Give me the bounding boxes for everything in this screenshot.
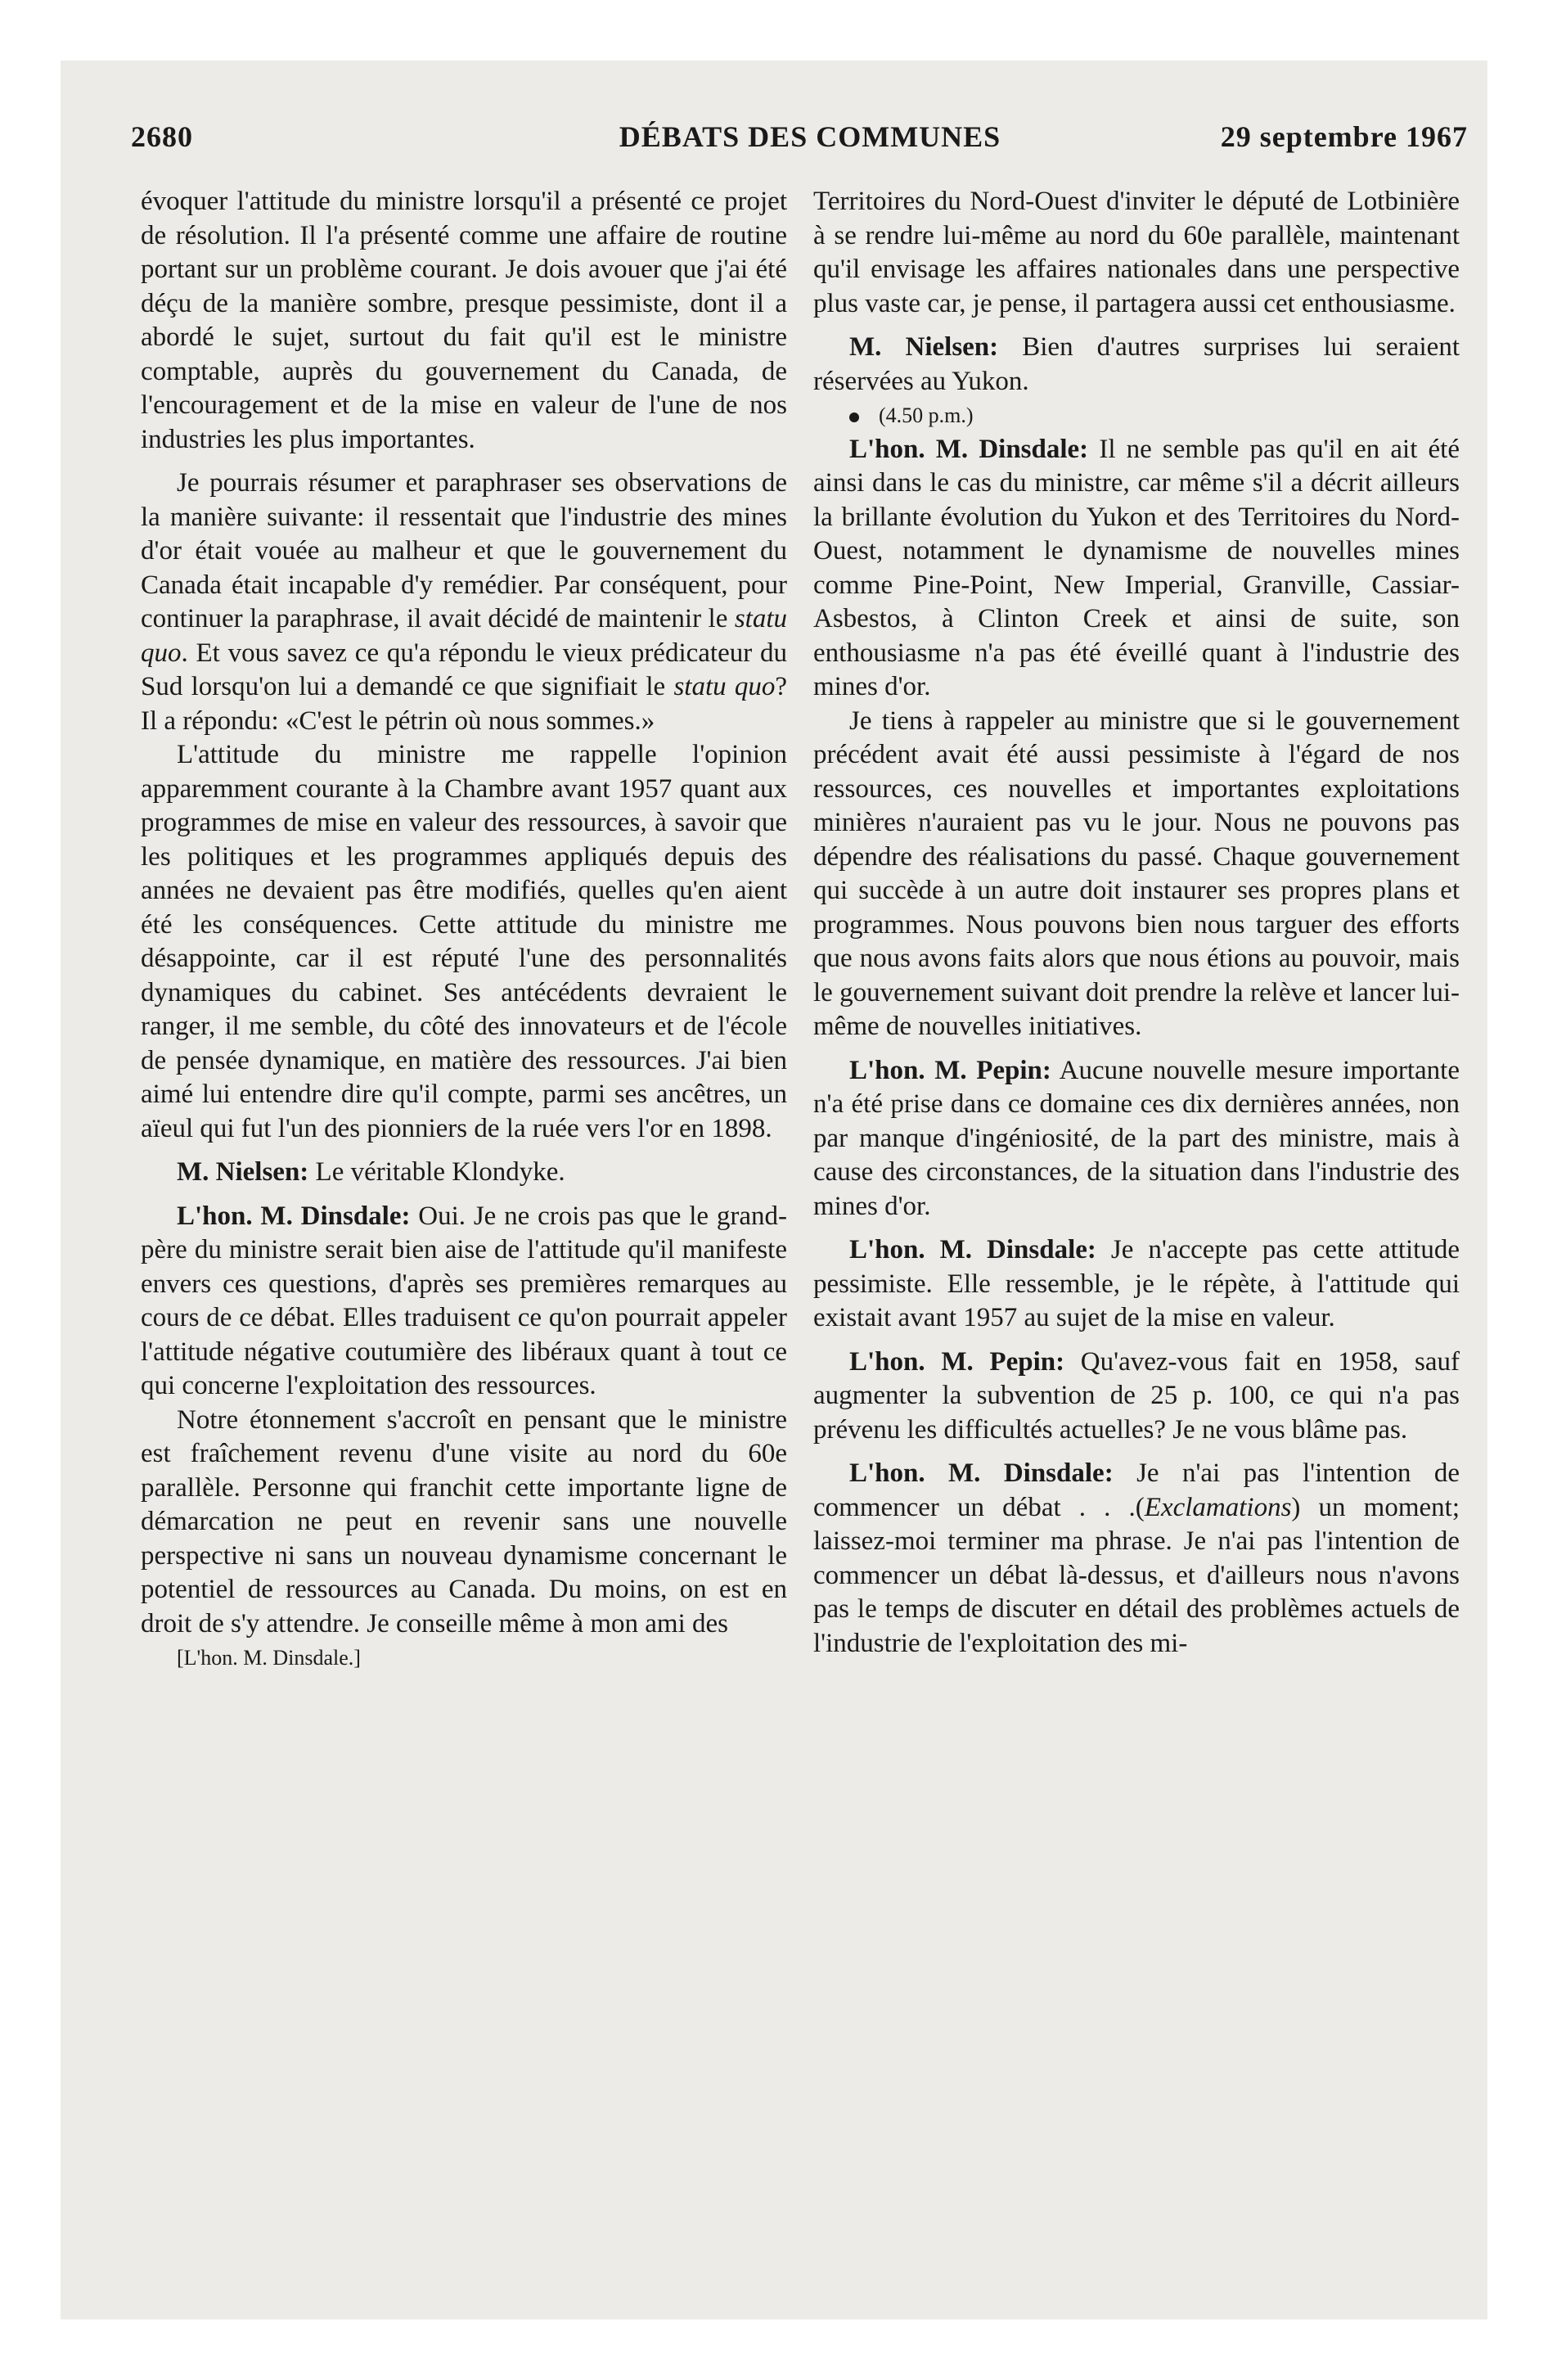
- speech-nielsen: M. Nielsen: Bien d'autres surprises lui seraient réservées au Yukon.: [813, 332, 1460, 396]
- page-date: 29 septembre 1967: [1220, 120, 1468, 153]
- speaker-name: L'hon. M. Dinsdale:: [849, 1235, 1096, 1264]
- speaker-footer: [L'hon. M. Dinsdale.]: [177, 1646, 361, 1670]
- speaker-name: L'hon. M. Dinsdale:: [849, 434, 1089, 464]
- paragraph: Notre étonnement s'accroît en pensant que le ministre est fraîchement revenu d'une visite au nord du 60e parallèle. Personne qui franchit cette importante ligne de démarcation ne peut en revenir sans une nouvelle perspective ni sans un nouveau dynamisme concernant le potentiel de ressources au Canada. Du moins, on est en droit de s'y attendre. Je conseille même à mon ami des: [141, 1404, 787, 1639]
- speaker-name: L'hon. M. Dinsdale:: [849, 1458, 1114, 1488]
- speaker-name: L'hon. M. Pepin:: [849, 1055, 1051, 1085]
- paragraph: Territoires du Nord-Ouest d'inviter le député de Lotbinière à se rendre lui-même au nord du 60e parallèle, maintenant qu'il envisage les affaires nationales dans une perspective plus vaste car, je pense, il partagera aussi cet enthousiasme.: [813, 187, 1460, 318]
- speech-dinsdale: L'hon. M. Dinsdale: Il ne semble pas qu'il en ait été ainsi dans le cas du ministre, car même s'il a décrit ailleurs la brillante évolution du Yukon et des Territoires du Nord-Ouest, notamment le dynamisme de nouvelles mines comme Pine-Point, New Imperial, Granville, Cassiar-Asbestos, à Clinton Creek et ainsi de suite, son enthousiasme n'a pas été éveillé quant à l'industrie des mines d'or.: [813, 434, 1460, 701]
- left-column: [141, 185, 787, 1675]
- speaker-name: L'hon. M. Pepin:: [849, 1346, 1065, 1377]
- page-header: [131, 119, 1489, 169]
- speech-pepin: L'hon. M. Pepin: Qu'avez-vous fait en 1958, sauf augmenter la subvention de 25 p. 100, ce qui n'a pas prévenu les difficultés actuelles? Je ne vous blâme pas.: [813, 1346, 1460, 1445]
- speaker-name: M. Nielsen:: [177, 1157, 309, 1187]
- speech-nielsen: M. Nielsen: Le véritable Klondyke.: [177, 1157, 565, 1187]
- speech-dinsdale: L'hon. M. Dinsdale: Je n'accepte pas cette attitude pessimiste. Elle ressemble, je le répète, à l'attitude qui existait avant 1957 au sujet de la mise en valeur.: [813, 1235, 1460, 1332]
- paragraph: Je pourrais résumer et paraphraser ses observations de la manière suivante: il ressentait que l'industrie des mines d'or était vouée au malheur et que le gouvernement du Canada était incapable d'y remédier. Par conséquent, pour continuer la paraphrase, il avait décidé de maintenir le statu quo. Et vous savez ce qu'a répondu le vieux prédicateur du Sud lorsqu'on lui a demandé ce que signifiait le statu quo? Il a répondu: «C'est le pétrin où nous sommes.»: [141, 468, 787, 736]
- speaker-name: L'hon. M. Dinsdale:: [177, 1201, 411, 1231]
- speech-pepin: L'hon. M. Pepin: Aucune nouvelle mesure importante n'a été prise dans ce domaine ces dix dernières années, non par manque d'ingéniosité, de la part des ministre, mais à cause des circonstances, de la situation dans l'industrie des mines d'or.: [813, 1055, 1460, 1221]
- time-stamp: (4.50 p.m.): [813, 399, 1460, 433]
- bullet-icon: [849, 412, 859, 422]
- paragraph: L'attitude du ministre me rappelle l'opinion apparemment courante à la Chambre avant 1957 quant aux programmes de mise en valeur des ressources, à savoir que les politiques et les programmes appliqués depuis des années ne devaient pas être modifiés, quelles qu'en aient été les conséquences. Cette attitude du ministre me désappointe, car il est réputé l'une des personnalités dynamiques du cabinet. Ses antécédents devraient le ranger, il me semble, du côté des innovateurs et de l'école de pensée dynamique, en matière des ressources. J'ai bien aimé lui entendre dire qu'il compte, parmi ses ancêtres, un aïeul qui fut l'un des pionniers de la ruée vers l'or en 1898.: [141, 740, 787, 1143]
- speech-dinsdale: L'hon. M. Dinsdale: Je n'ai pas l'intention de commencer un débat . . .(Exclamations) un moment; laissez-moi terminer ma phrase. Je n'ai pas l'intention de commencer un débat là-dessus, et d'ailleurs nous n'avons pas le temps de discuter en détail des problèmes actuels de l'industrie de l'exploitation des mi-: [813, 1458, 1460, 1658]
- right-column: [813, 185, 1460, 1661]
- page-title: DÉBATS DES COMMUNES: [619, 120, 1001, 153]
- speech-dinsdale: L'hon. M. Dinsdale: Oui. Je ne crois pas que le grand-père du ministre serait bien aise de l'attitude qu'il manifeste envers ces questions, d'après ses premières remarques au cours de ce débat. Elles traduisent ce qu'on pourrait appeler l'attitude négative coutumière des libéraux quant à tout ce qui concerne l'exploitation des ressources.: [141, 1201, 787, 1400]
- speaker-name: M. Nielsen:: [849, 332, 999, 362]
- page-number: 2680: [131, 120, 193, 153]
- paragraph: évoquer l'attitude du ministre lorsqu'il a présenté ce projet de résolution. Il l'a présenté comme une affaire de routine portant sur un problème courant. Je dois avouer que j'ai été déçu de la manière sombre, presque pessimiste, dont il a abordé le sujet, surtout du fait qu'il est le ministre comptable, auprès du gouvernement du Canada, de l'encouragement et de la mise en valeur de l'une de nos industries les plus importantes.: [141, 187, 787, 454]
- paragraph: Je tiens à rappeler au ministre que si le gouvernement précédent avait été aussi pessimiste à l'égard de nos ressources, ces nouvelles et importantes exploitations minières n'auraient pas vu le jour. Nous ne pouvons pas dépendre des réalisations du passé. Chaque gouvernement qui succède à un autre doit instaurer ses propres plans et programmes. Nous pouvons bien nous targuer des efforts que nous avons faits alors que nous étions au pouvoir, mais le gouvernement suivant doit prendre la relève et lancer lui-même de nouvelles initiatives.: [813, 705, 1460, 1041]
